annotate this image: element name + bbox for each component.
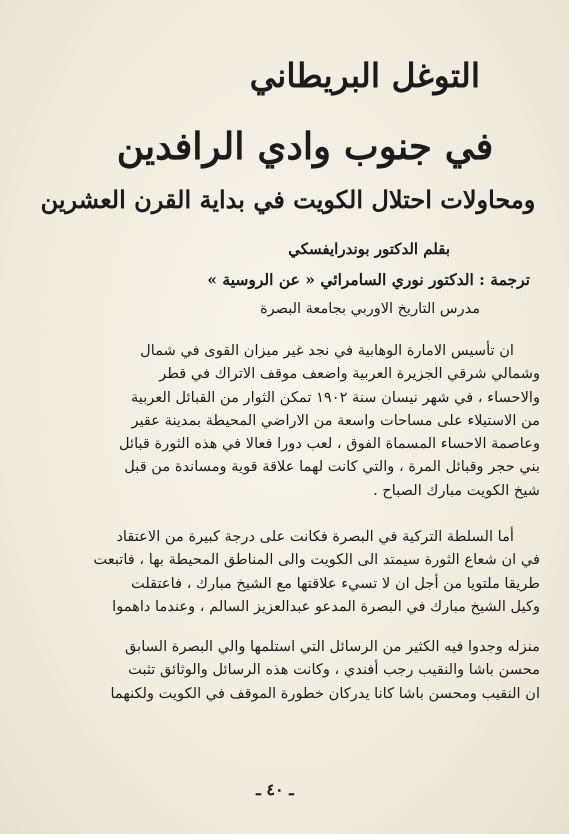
title-line-1: التوغل البريطاني xyxy=(249,56,480,95)
text-line: في ان شعاع الثورة سيمتد الى الكويت والى المناطق المحيطة بها ، فاتبعت xyxy=(93,551,540,569)
text-line: بني حجر وقبائل المرة ، والتي كانت لهما علاقة قوية ومساندة من قبل xyxy=(124,458,540,476)
translator-line: ترجمة : الدكتور نوري السامرائي « عن الروسية » xyxy=(207,270,530,289)
author-line: بقلم الدكتور بوندرايفسكي xyxy=(288,240,450,258)
text-line: وعاصمة الاحساء المسماة الفوق ، لعب دورا فعالا في هذه الثورة قبائل xyxy=(118,435,540,453)
title-line-2: في جنوب وادي الرافدين xyxy=(116,124,494,168)
title-line-3: ومحاولات احتلال الكويت في بداية القرن العشرين xyxy=(40,185,536,214)
text-line: محسن باشا والنقيب رجب أفندي ، وكانت هذه الرسائل والوثائق تثبت xyxy=(128,661,540,679)
text-line: وشمالي شرقي الجزيرة العربية واضعف موقف الاتراك في قطر xyxy=(159,365,540,383)
text-line: شيخ الكويت مبارك الصباح . xyxy=(373,481,540,499)
text-line: من الاستيلاء على مساحات واسعة من الاراضي المحيطة بمدينة عقير xyxy=(131,411,540,429)
affiliation-line: مدرس التاريخ الاوربي بجامعة البصرة xyxy=(260,301,480,317)
text-line: والاحساء ، في شهر نيسان سنة ١٩٠٢ تمكن الثوار من القبائل العربية xyxy=(130,388,540,406)
text-line: طريقا ملتويا من أجل ان لا تسيء علاقتها مع الشيخ مبارك ، فاعتقلت xyxy=(130,574,540,592)
text-line: وكيل الشيخ مبارك في البصرة المدعو عبدالعزيز السالم ، وعندما داهموا xyxy=(112,597,540,615)
text-line: أما السلطة التركية في البصرة فكانت على درجة كبيرة من الاعتقاد xyxy=(116,528,514,545)
paragraph-3 xyxy=(22,635,540,705)
paragraph-2 xyxy=(22,525,540,618)
page-number: ـ ٤٠ ـ xyxy=(256,780,294,799)
paragraph-1 xyxy=(22,339,540,502)
text-line: ان النقيب ومحسن باشا كانا يدركان خطورة الموقف في الكويت ولكنهما xyxy=(110,684,540,702)
text-line: ان تأسيس الامارة الوهابية في نجد غير ميزان القوى في شمال xyxy=(140,342,514,359)
text-line: منزله وجدوا فيه الكثير من الرسائل التي استلمها والي البصرة السابق xyxy=(124,638,540,655)
